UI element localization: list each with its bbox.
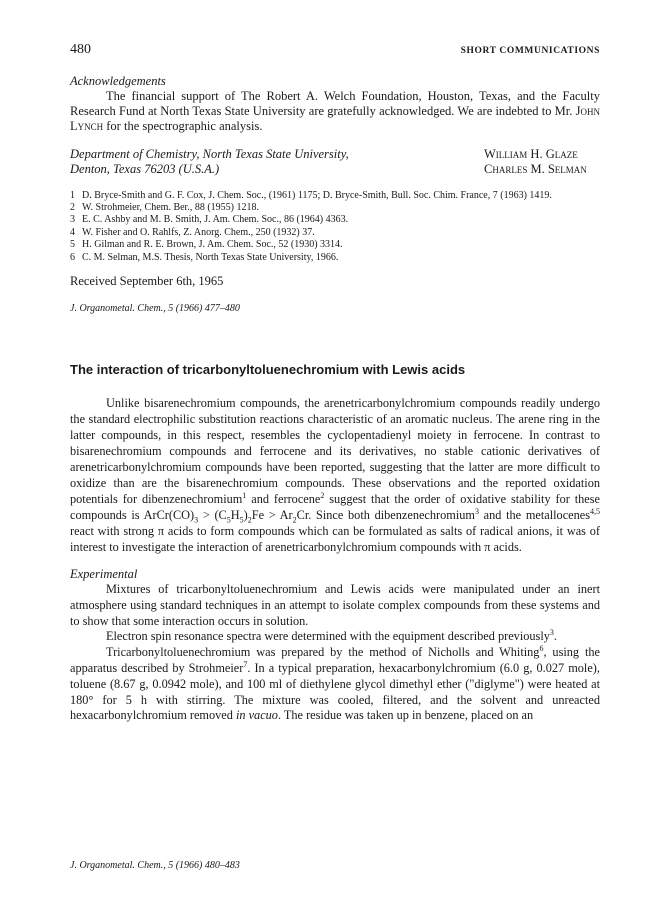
footer-citation: J. Organometal. Chem., 5 (1966) 480–483 (70, 860, 240, 871)
reference-item: 1 D. Bryce-Smith and G. F. Cox, J. Chem. Soc., (1961) 1175; D. Bryce-Smith, Bull. Soc. Chim. France, 7 (1963) 1419. (70, 189, 552, 201)
references-list (70, 190, 600, 264)
section-name: SHORT COMMUNICATIONS (460, 46, 600, 56)
experimental-paragraph-3: Tricarbonyltoluenechromium was prepared by the method of Nicholls and Whiting$^6$, using the apparatus described by Strohmeier$^7$. In a typical preparation, hexacarbonylchromium (6.0 g, 0.027 mole), toluene (8.67 g, 0.0942 mole), and 100 ml of diethylene glycol dimethyl ether ("diglyme") were heated at 180° for 5 h with stirring. The mixture was cooled, filtered, and the solvent and unreacted hexacarbonylchromium removed in vacuo. The residue was taken up in benzene, placed on an (70, 644, 600, 723)
page-number: 480 (70, 42, 91, 57)
page (70, 42, 600, 724)
reference-item: 4 W. Fisher and O. Rahlfs, Z. Anorg. Chem., 250 (1932) 37. (70, 226, 315, 238)
experimental-paragraph-2: Electron spin resonance spectra were determined with the equipment described previously$^3$. (106, 628, 557, 644)
received-date: Received September 6th, 1965 (70, 274, 224, 289)
running-header (70, 42, 600, 64)
reference-item: 2 W. Strohmeier, Chem. Ber., 88 (1955) 1218. (70, 202, 259, 214)
acknowledgements-heading: Acknowledgements (70, 74, 166, 88)
acknowledged-person: John Lynch (70, 104, 600, 134)
article-title: The interaction of tricarbonyltoluenechromium with Lewis acids (70, 362, 466, 378)
reference-item: 3 E. C. Ashby and M. B. Smith, J. Am. Chem. Soc., 86 (1964) 4363. (70, 214, 349, 226)
reference-item: 6 C. M. Selman, M.S. Thesis, North Texas State University, 1966. (70, 251, 339, 263)
reference-item: 5 H. Gilman and R. E. Brown, J. Am. Chem. Soc., 52 (1930) 3314. (70, 239, 343, 251)
department: Department of Chemistry, North Texas State University, (70, 146, 349, 161)
author-2: Charles M. Selman (484, 162, 587, 177)
acknowledgements-text: The financial support of The Robert A. Welch Foundation, Houston, Texas, and the Faculty Research Fund at North Texas State University are gratefully acknowledged. We are indebted to Mr. John Lynch for the spectrographic analysis. (70, 89, 600, 134)
journal-reference-previous: J. Organometal. Chem., 5 (1966) 477–480 (70, 303, 240, 315)
author-1: William H. Glaze (484, 146, 578, 161)
affiliation-block (70, 147, 600, 178)
experimental-paragraph-1: Mixtures of tricarbonyltoluenechromium and Lewis acids were manipulated under an inert atmosphere using standard techniques in an attempt to isolate complex compounds from these systems and to show that some interaction occurs in solution. (70, 582, 600, 628)
experimental-heading: Experimental (70, 567, 138, 582)
location: Denton, Texas 76203 (U.S.A.) (70, 162, 220, 177)
introduction-paragraph: Unlike bisarenechromium compounds, the arenetricarbonylchromium compounds readily undergo the standard electrophilic substitution reactions characteristic of an aromatic nucleus. The arene ring in the latter compounds, in this respect, resembles the cyclopentadienyl moiety in ferrocene. In contrast to bisarenechromium compounds and ferrocene and its derivatives, no stable cationic derivatives of arenetricarbonylchromium compounds have been reported, suggesting that the latter are more difficult to oxidize than are the bisarenechromium compounds. These observations and the reported oxidation potentials for dibenzenechromium$^1$ and ferrocene$^2$ suggest that the order of oxidative stability for these compounds is $ArCr(CO)_3 > (C_5H_5)_2Fe > Ar_2Cr$. Since both dibenzenechromium$^3$ and the metallocenes$^{4,5}$ react with strong π acids to form compounds which can be formulated as salts of radical anions, it was of interest to investigate the interaction of arenetricarbonylchromium compounds with π acids. (70, 396, 601, 555)
